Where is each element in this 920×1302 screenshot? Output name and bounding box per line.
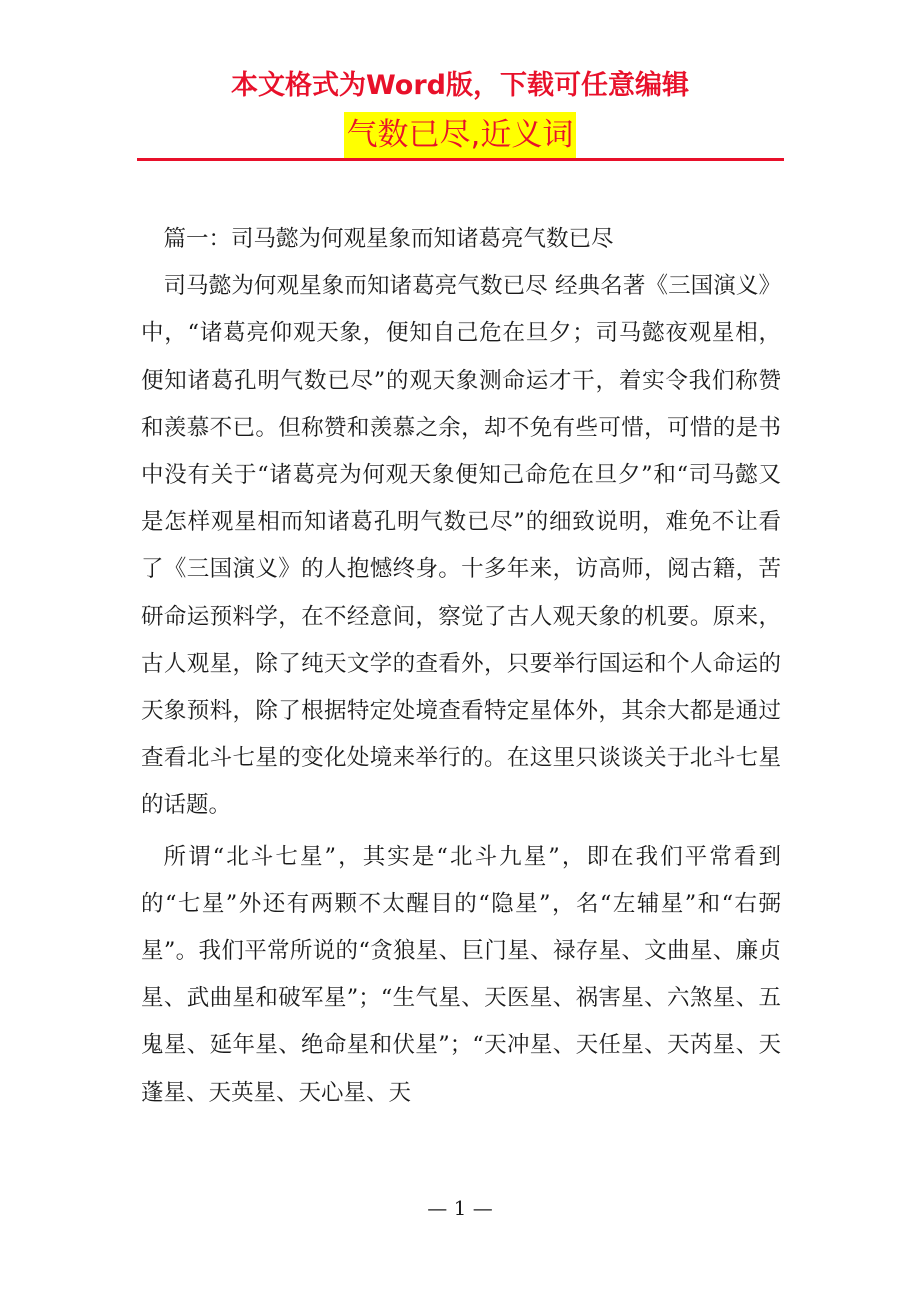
document-body: [141, 216, 781, 1117]
paragraph: 司马懿为何观星象而知诸葛亮气数已尽 经典名著《三国演义》中，“诸葛亮仰观天象，便知自己危在旦夕；司马懿夜观星相，便知诸葛孔明气数已尽”的观天象测命运才干，着实令我们称赞和羡慕不已。但称赞和羡慕之余，却不免有些可惜，可惜的是书中没有关于“诸葛亮为何观天象便知己命危在旦夕”和“司马懿又是怎样观星相而知诸葛孔明气数已尽”的细致说明，难免不让看了《三国演义》的人抱憾终身。十多年来，访高师，阅古籍，苦研命运预料学，在不经意间，察觉了古人观天象的机要。原来，古人观星，除了纯天文学的查看外，只要举行国运和个人命运的天象预料，除了根据特定处境查看特定星体外，其余大都是通过查看北斗七星的变化处境来举行的。在这里只谈谈关于北斗七星的话题。: [141, 273, 781, 819]
section-heading: 篇一：司马懿为何观星象而知诸葛亮气数已尽: [163, 226, 614, 252]
download-banner: 本文格式为Word版，下载可任意编辑: [230, 70, 689, 101]
document-title: 气数已尽,近义词: [344, 112, 577, 158]
paragraph: 所谓“北斗七星”，其实是“北斗九星”，即在我们平常看到的“七星”外还有两颗不太醒目的“隐星”，名“左辅星”和“右弼星”。我们平常所说的“贪狼星、巨门星、禄存星、文曲星、廉贞星、武曲星和破军星”；“生气星、天医星、祸害星、六煞星、五鬼星、延年星、绝命星和伏星”；“天冲星、天任星、天芮星、天蓬星、天英星、天心星、天: [141, 843, 781, 1106]
title-container: [0, 112, 920, 158]
title-divider: [137, 158, 784, 161]
page-number: — 1 —: [427, 1196, 493, 1220]
